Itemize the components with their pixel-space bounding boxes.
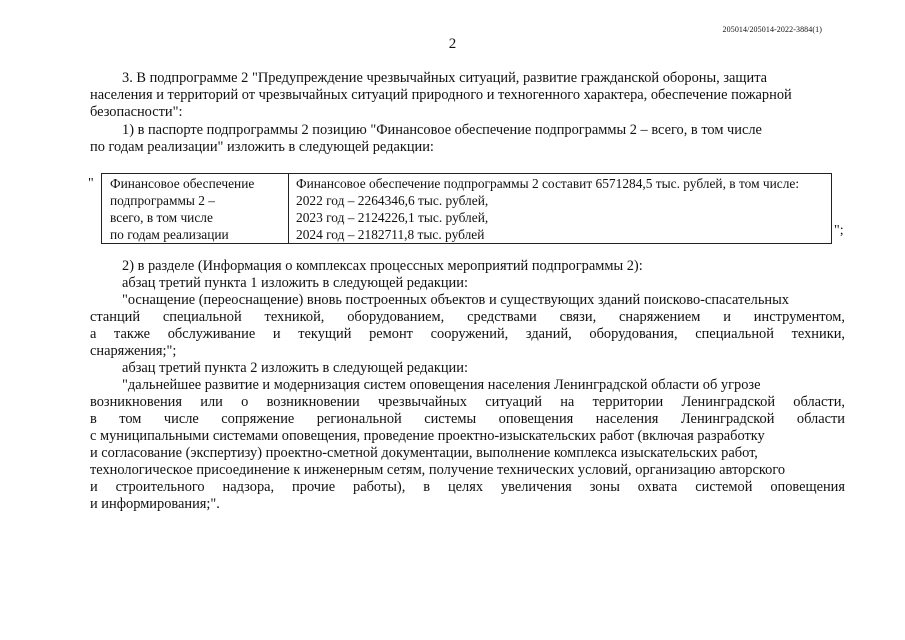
section3-paragraph — [90, 70, 845, 121]
quote1-line: снаряжения;"; — [90, 343, 177, 359]
quote2-line: с муниципальными системами оповещения, проведение проектно-изыскательских работ (включая разработку — [90, 428, 765, 444]
quote2-line: в том числе сопряжение региональной системы оповещения населения Ленинградской области — [90, 411, 845, 427]
text-line: 1) в паспорте подпрограммы 2 позицию "Финансовое обеспечение подпрограммы 2 – всего, в том числе — [122, 122, 762, 138]
table-row — [102, 174, 832, 244]
quote2-line: возникновения или о возникновении чрезвычайных ситуаций на территории Ленинградской области, — [90, 394, 845, 410]
text-line: 3. В подпрограмме 2 "Предупреждение чрезвычайных ситуаций, развитие гражданской обороны, защита — [122, 70, 768, 86]
table-close-quote: "; — [834, 223, 844, 238]
text-line: по годам реализации" изложить в следующей редакции: — [90, 139, 434, 155]
quote2-line: технологическое присоединение к инженерным сетям, получение технических условий, организацию авторского — [90, 462, 786, 478]
sub1-line: абзац третий пункта 1 изложить в следующей редакции: — [122, 275, 468, 291]
quote2-line: и информирования;". — [90, 496, 220, 512]
page-number: 2 — [448, 36, 457, 52]
document-id: 205014/205014-2022-3884(1) — [722, 25, 822, 34]
quote2-line: и согласование (экспертизу) проектно-сметной документации, выполнение комплекса изыскательских работ, — [90, 445, 758, 461]
item2-heading: 2) в разделе (Информация о комплексах процессных мероприятий подпрограммы 2): — [122, 258, 643, 274]
item1-paragraph — [90, 122, 845, 156]
item2-section — [90, 258, 845, 513]
cell-line: по годам реализации — [110, 227, 229, 242]
text-line: безопасности": — [90, 104, 183, 120]
quote1-line: а также обслуживание и текущий ремонт сооружений, зданий, оборудования, специальной техники, — [90, 326, 845, 342]
sub2-line: абзац третий пункта 2 изложить в следующей редакции: — [122, 360, 468, 376]
financing-table — [101, 173, 832, 244]
cell-line: 2022 год – 2264346,6 тыс. рублей, — [296, 193, 489, 208]
table-open-quote: " — [88, 176, 94, 191]
cell-line: подпрограммы 2 – — [110, 193, 216, 208]
quote2-line: "дальнейшее развитие и модернизация систем оповещения населения Ленинградской области об угрозе — [122, 377, 761, 393]
quote1-line: станций специальной техникой, оборудованием, средствами связи, снаряжением и инструментом, — [90, 309, 845, 325]
table-cell-value — [289, 174, 832, 244]
quote2-line: и строительного надзора, прочие работы), в целях увеличения зоны охвата системой оповещения — [90, 479, 845, 495]
cell-line: 2024 год – 2182711,8 тыс. рублей — [296, 227, 485, 242]
table-cell-label — [102, 174, 289, 244]
cell-line: Финансовое обеспечение подпрограммы 2 составит 6571284,5 тыс. рублей, в том числе: — [296, 176, 800, 191]
cell-line: 2023 год – 2124226,1 тыс. рублей, — [296, 210, 489, 225]
cell-line: Финансовое обеспечение — [110, 176, 255, 191]
quote1-line: "оснащение (переоснащение) вновь построенных объектов и существующих зданий поисково-спасательных — [122, 292, 789, 308]
text-line: населения и территорий от чрезвычайных ситуаций природного и техногенного характера, обеспечение пожарной — [90, 87, 792, 103]
cell-line: всего, в том числе — [110, 210, 213, 225]
